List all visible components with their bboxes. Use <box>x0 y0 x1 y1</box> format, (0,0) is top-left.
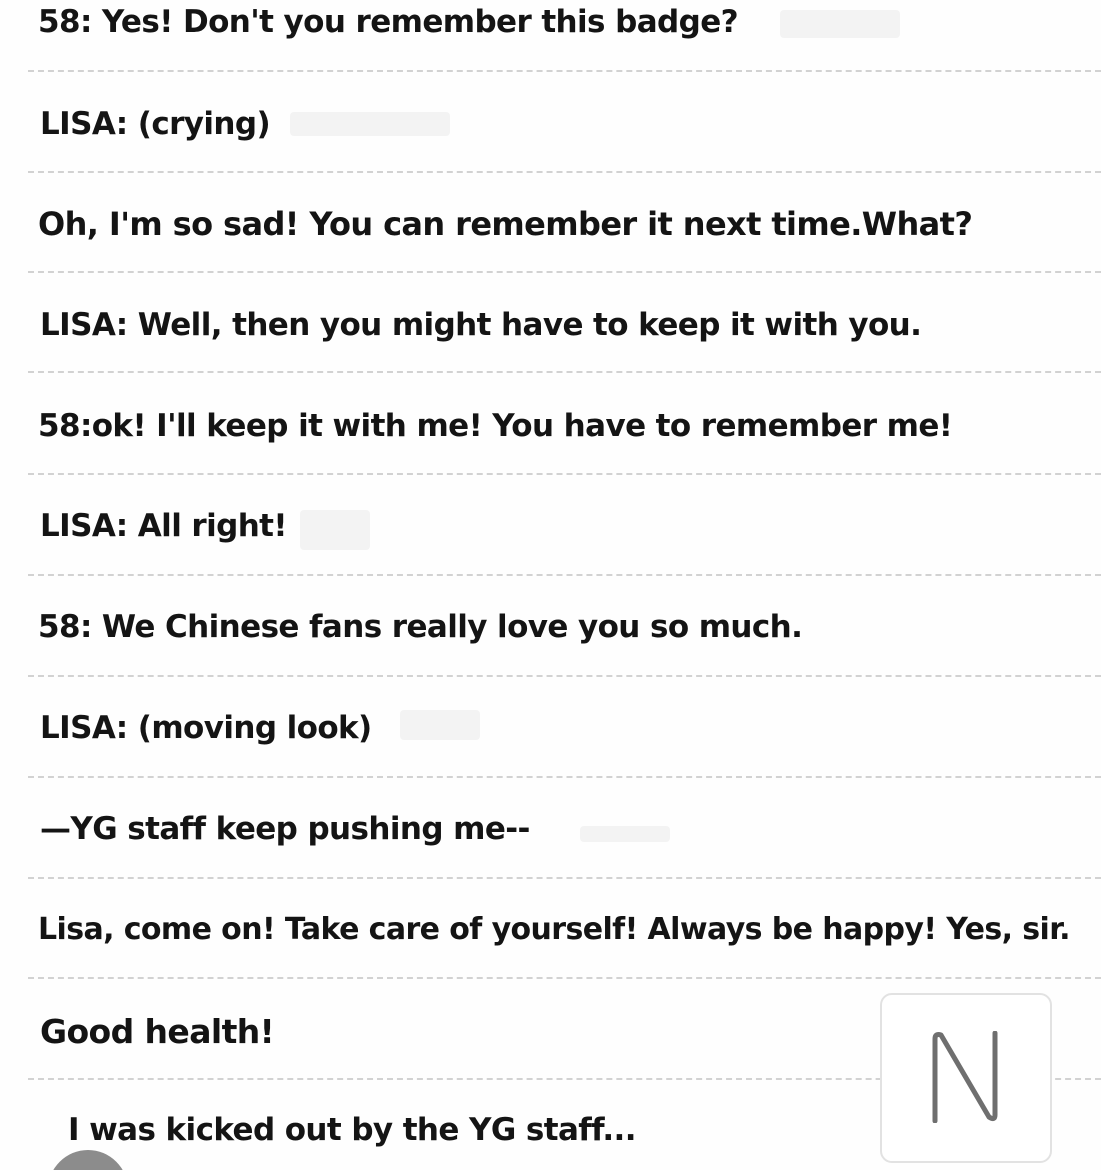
note-line-text: I was kicked out by the YG staff... <box>68 1112 636 1148</box>
note-line-text: LISA: Well, then you might have to keep it with you. <box>40 307 922 343</box>
note-line-text: LISA: (moving look) <box>40 710 372 746</box>
note-line <box>0 400 1101 500</box>
dashed-rule <box>28 776 1101 778</box>
note-line-text: Oh, I'm so sad! You can remember it next time.What? <box>38 205 973 243</box>
dashed-rule <box>28 371 1101 373</box>
note-line <box>0 600 1101 700</box>
dashed-rule <box>28 574 1101 576</box>
dashed-rule <box>28 473 1101 475</box>
note-line <box>0 900 1101 1000</box>
dashed-rule <box>28 877 1101 879</box>
note-line-text: Good health! <box>40 1012 275 1051</box>
note-line-text: Lisa, come on! Take care of yourself! Always be happy! Yes, sir. <box>38 912 1070 947</box>
n-logo-icon <box>929 1031 1001 1123</box>
note-line-text: 58: We Chinese fans really love you so much. <box>38 609 803 645</box>
note-line-text: 58: Yes! Don't you remember this badge? <box>38 4 738 40</box>
note-line-text: LISA: (crying) <box>40 106 271 142</box>
note-line <box>0 200 1101 300</box>
note-line <box>0 0 1101 100</box>
note-line <box>0 800 1101 900</box>
note-line-text: —YG staff keep pushing me-- <box>40 811 530 847</box>
note-line <box>0 300 1101 400</box>
note-line <box>0 700 1101 800</box>
dashed-rule <box>28 70 1101 72</box>
dashed-rule <box>28 977 1101 979</box>
note-line <box>0 500 1101 600</box>
note-line <box>0 100 1101 200</box>
n-logo-card <box>880 993 1052 1163</box>
note-line-text: LISA: All right! <box>40 508 287 544</box>
dashed-rule <box>28 271 1101 273</box>
note-line-text: 58:ok! I'll keep it with me! You have to remember me! <box>38 408 953 444</box>
dashed-rule <box>28 171 1101 173</box>
dashed-rule <box>28 675 1101 677</box>
